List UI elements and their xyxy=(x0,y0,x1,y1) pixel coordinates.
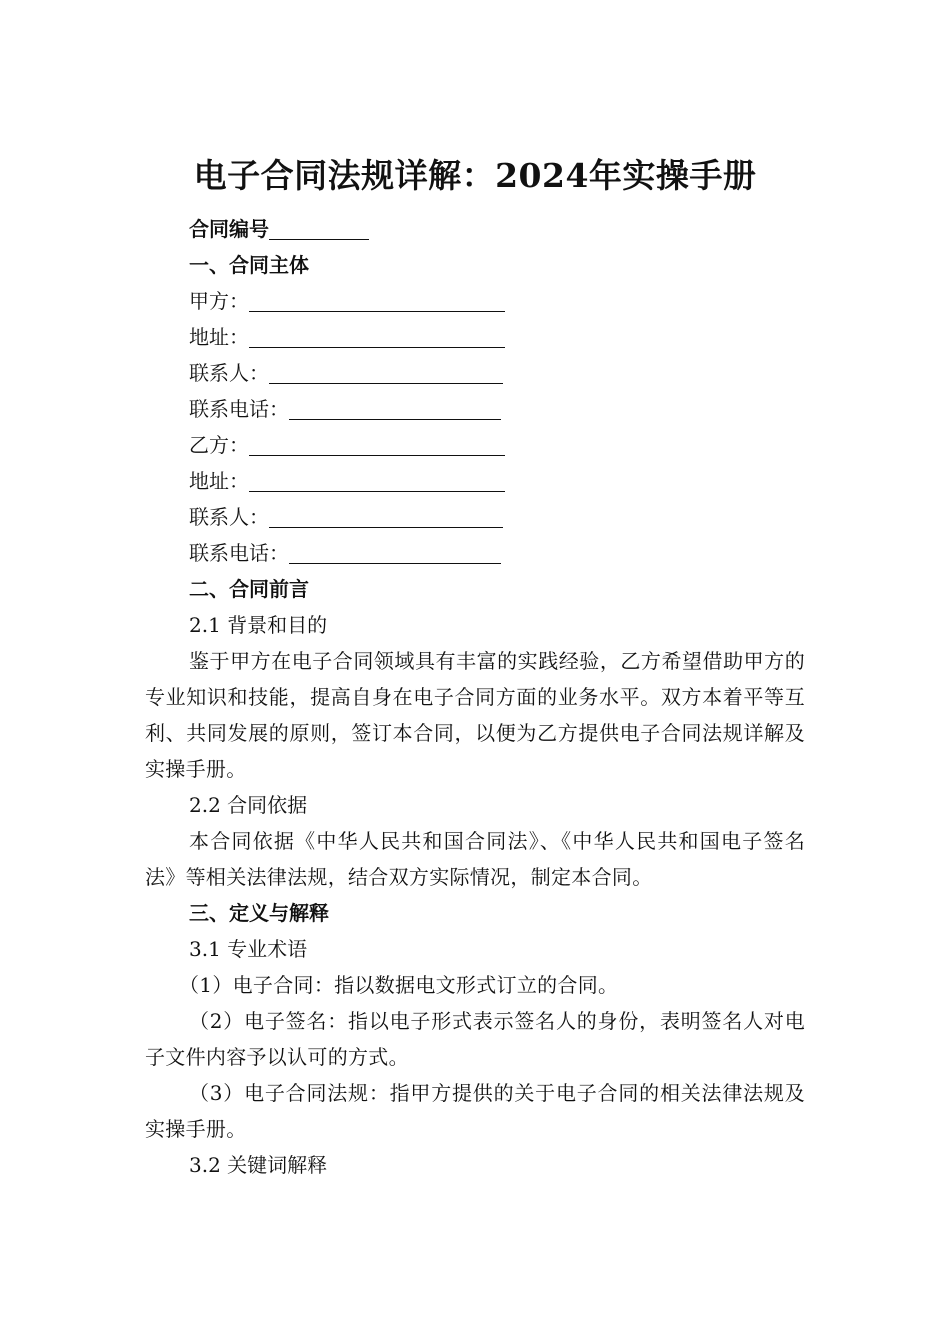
party-b-contact-blank[interactable] xyxy=(269,501,503,528)
section3-sub1-heading: 3.1 专业术语 xyxy=(189,937,308,961)
section3-heading: 三、定义与解释 xyxy=(189,901,329,925)
section1-heading: 一、合同主体 xyxy=(189,253,309,277)
party-b-phone-line xyxy=(145,535,805,571)
party-b-address-line xyxy=(145,463,805,499)
party-a-blank[interactable] xyxy=(249,285,505,312)
term-electronic-contract: （1）电子合同：指以数据电文形式订立的合同。 xyxy=(179,973,619,997)
party-a-contact-line xyxy=(145,355,805,391)
section2-sub2-heading: 2.2 合同依据 xyxy=(189,793,308,817)
section2-sub1-paragraph: 鉴于甲方在电子合同领域具有丰富的实践经验，乙方希望借助甲方的专业知识和技能，提高自身在电子合同方面的业务水平。双方本着平等互利、共同发展的原则，签订本合同，以便为乙方提供电子合同法规详解及实操手册。 xyxy=(145,649,805,781)
party-a-address-line xyxy=(145,319,805,355)
party-a-address-blank[interactable] xyxy=(249,321,505,348)
party-b-address-label: 地址： xyxy=(189,469,249,493)
party-a-phone-line xyxy=(145,391,805,427)
section2-sub1-heading: 2.1 背景和目的 xyxy=(189,613,328,637)
party-a-contact-label: 联系人： xyxy=(189,361,269,385)
contract-number-blank[interactable] xyxy=(269,213,369,240)
party-b-contact-label: 联系人： xyxy=(189,505,269,529)
party-b-phone-label: 联系电话： xyxy=(189,541,289,565)
party-b-label: 乙方： xyxy=(189,433,249,457)
party-b-line xyxy=(145,427,805,463)
term-electronic-contract-regulation: （3）电子合同法规：指甲方提供的关于电子合同的相关法律法规及实操手册。 xyxy=(145,1081,805,1141)
section2-sub2-paragraph: 本合同依据《中华人民共和国合同法》、《中华人民共和国电子签名法》等相关法律法规，结合双方实际情况，制定本合同。 xyxy=(145,829,805,889)
document-title: 电子合同法规详解：2024年实操手册 xyxy=(193,156,757,195)
section2-heading: 二、合同前言 xyxy=(189,577,309,601)
party-b-address-blank[interactable] xyxy=(249,465,505,492)
section3-sub2-heading: 3.2 关键词解释 xyxy=(189,1153,328,1177)
party-a-line xyxy=(145,283,805,319)
party-b-contact-line xyxy=(145,499,805,535)
party-b-blank[interactable] xyxy=(249,429,505,456)
party-a-phone-label: 联系电话： xyxy=(189,397,289,421)
document-body xyxy=(145,211,805,1183)
party-b-phone-blank[interactable] xyxy=(289,537,501,564)
contract-number-line xyxy=(145,211,805,247)
party-a-address-label: 地址： xyxy=(189,325,249,349)
party-a-phone-blank[interactable] xyxy=(289,393,501,420)
contract-number-label: 合同编号 xyxy=(189,217,269,241)
party-a-contact-blank[interactable] xyxy=(269,357,503,384)
party-a-label: 甲方： xyxy=(189,289,249,313)
term-electronic-signature: （2）电子签名：指以电子形式表示签名人的身份，表明签名人对电子文件内容予以认可的方式。 xyxy=(145,1009,805,1069)
